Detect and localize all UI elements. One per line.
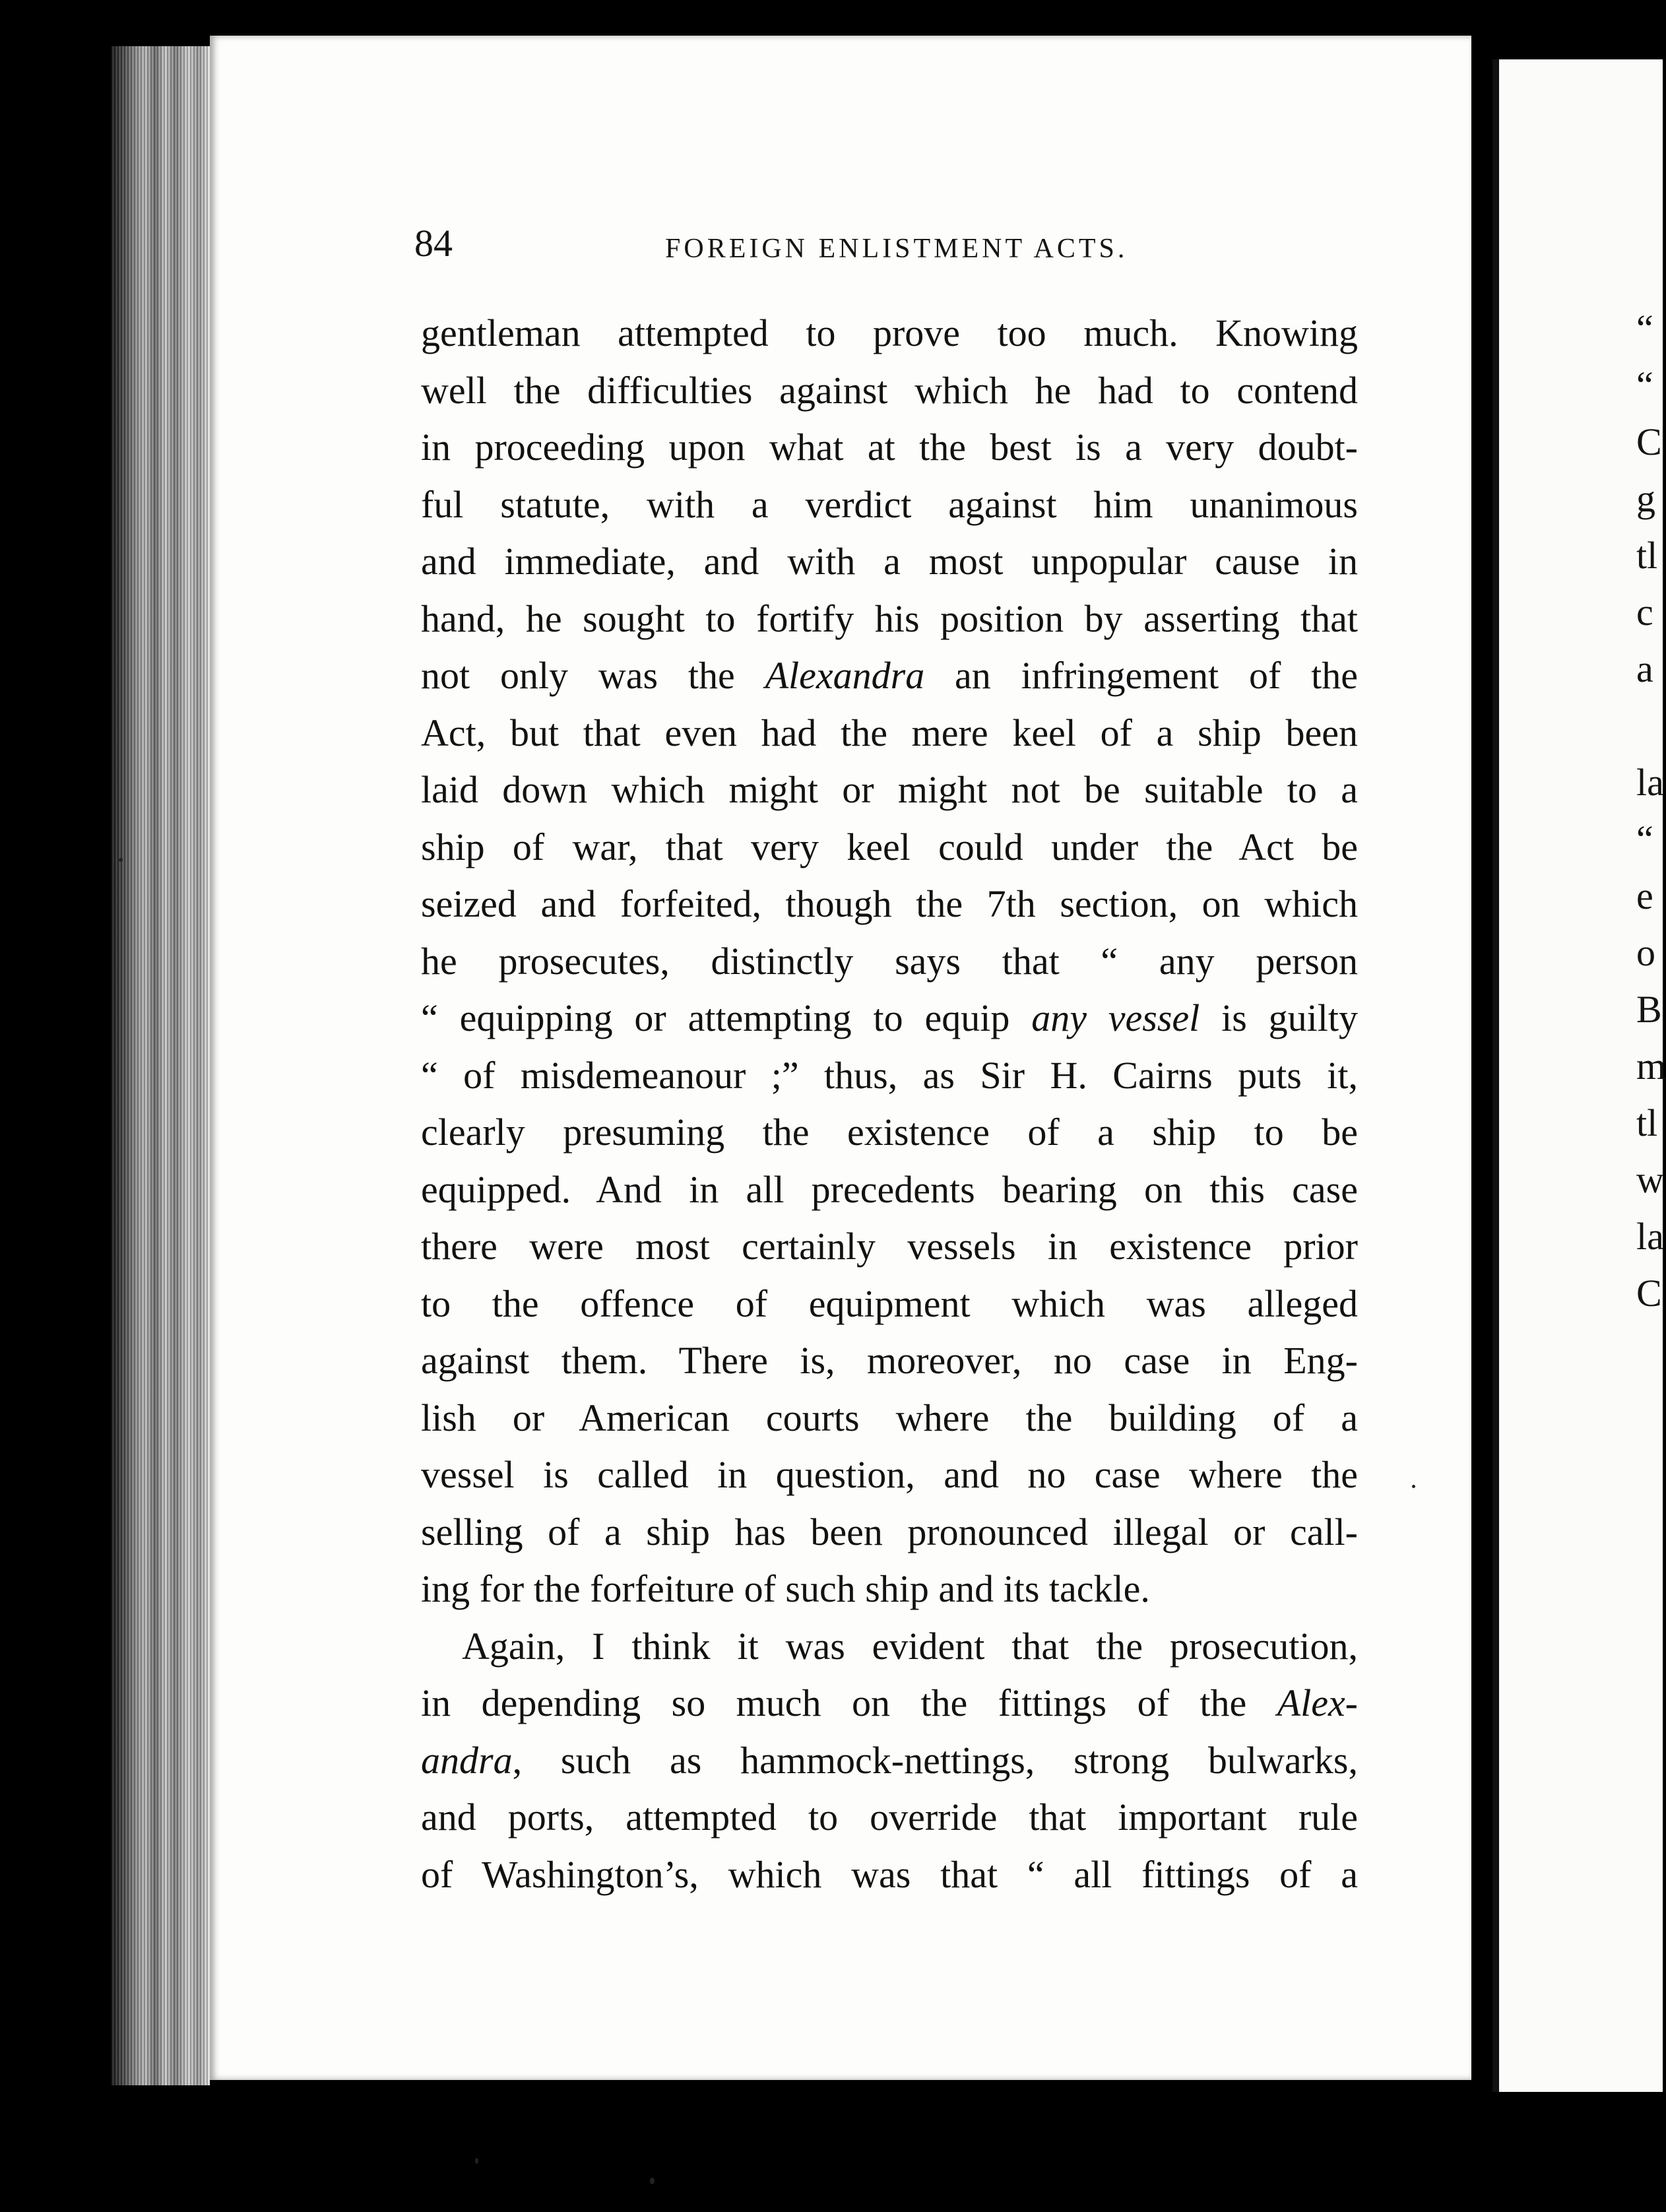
text-line [421,1332,1358,1390]
text-line [421,1846,1358,1904]
line-text: , such as hammock-nettings, strong bulwarks, [512,1738,1358,1782]
line-text: Act, but that even had the mere keel of a ship been [421,711,1358,754]
facing-page-fragment: la [1636,1215,1664,1258]
text-line [421,533,1358,591]
line-text: clearly presuming the existence of a ship to be [421,1111,1358,1154]
facing-page-fragment [1636,698,1663,754]
text-line [421,1789,1358,1846]
facing-page-fragment: c [1636,591,1653,634]
facing-page-fragment: g [1636,477,1655,520]
line-text: ship of war, that very keel could under the Act be [421,825,1358,868]
text-line [421,1276,1358,1333]
scan-speck [1412,1485,1415,1488]
text-line [421,1618,1358,1675]
line-text: is guilty [1200,996,1359,1039]
facing-page-fragment: tl [1636,1101,1658,1144]
line-text: lish or American courts where the building of a [421,1396,1358,1439]
text-line [421,1504,1358,1561]
line-text: an infringement of the [924,654,1358,697]
facing-page-fragment: e [1636,874,1653,917]
text-line [421,705,1358,762]
facing-page-fragment: la [1636,761,1664,804]
text-line [421,1390,1358,1447]
text-line [421,1104,1358,1161]
text-line [421,1218,1358,1276]
text-line [421,876,1358,933]
scan-speck [119,858,123,862]
line-text: vessel is called in question, and no case where the [421,1453,1358,1496]
line-text: in depending so much on the fittings of the [421,1681,1277,1724]
text-line [421,1732,1358,1790]
facing-page-fragment: a [1636,647,1653,690]
text-line [421,476,1358,534]
book-page-edges [111,46,210,2085]
italic-text: Alexandra [765,654,925,697]
italic-text: andra [421,1738,513,1782]
facing-page-fragment: m [1636,1045,1666,1088]
line-text: and immediate, and with a most unpopular cause in [421,540,1358,583]
facing-page-fragment: “ [1636,307,1653,350]
line-text: in proceeding upon what at the best is a very doubt- [421,426,1358,469]
line-text: against them. There is, moreover, no case in Eng- [421,1339,1358,1382]
text-line [421,1447,1358,1504]
line-text: ful statute, with a verdict against him unanimous [421,482,1358,526]
line-text: well the difficulties against which he had to contend [421,368,1358,412]
line-text: of Washington’s, which was that “ all fittings of a [421,1852,1358,1896]
text-line [421,762,1358,819]
text-line [421,419,1358,476]
italic-text: any vessel [1031,996,1200,1039]
facing-page-fragment: “ [1636,818,1653,861]
text-line [421,1161,1358,1219]
page-number: 84 [414,222,453,265]
line-text: he prosecutes, distinctly says that “ any person [421,939,1358,983]
line-text: not only was the [421,654,765,697]
body-text [421,305,1358,1903]
facing-page-fragment: B [1636,988,1662,1031]
scan-speck [475,2158,478,2164]
line-text: selling of a ship has been pronounced illegal or call- [421,1510,1358,1553]
facing-page-fragment: C [1636,1272,1662,1315]
text-line [421,819,1358,876]
facing-page-fragment: tl [1636,534,1658,577]
line-text: gentleman attempted to prove too much. Knowing [421,311,1358,354]
text-line [421,591,1358,648]
text-line [421,647,1358,705]
scan-speck [650,2178,655,2184]
text-line [421,933,1358,991]
italic-text: Alex- [1277,1681,1358,1724]
line-text: “ equipping or attempting to equip [421,996,1032,1039]
text-line [421,1561,1358,1618]
running-head: FOREIGN ENLISTMENT ACTS. [665,234,1128,264]
facing-page-fragment: “ [1636,364,1653,407]
facing-page-fragment: o [1636,931,1655,974]
page-header [414,221,1371,274]
text-line [421,1047,1358,1105]
line-text: Again, I think it was evident that the prosecution, [462,1624,1358,1668]
line-text: seized and forfeited, though the 7th section, on which [421,882,1358,925]
line-text: laid down which might or might not be suitable to a [421,768,1358,811]
line-text: “ of misdemeanour ;” thus, as Sir H. Cairns puts it, [421,1053,1358,1097]
line-text: to the offence of equipment which was alleged [421,1282,1358,1325]
line-text: there were most certainly vessels in existence prior [421,1225,1358,1268]
facing-page-fragments [1636,300,1666,1322]
line-text: equipped. And in all precedents bearing on this case [421,1167,1358,1211]
text-line [421,362,1358,420]
text-line [421,305,1358,362]
text-line [421,990,1358,1047]
line-text: ing for the forfeiture of such ship and its tackle. [421,1567,1150,1610]
text-line [421,1675,1358,1732]
facing-page-fragment: w [1636,1158,1664,1201]
line-text: and ports, attempted to override that important rule [421,1796,1358,1838]
line-text: hand, he sought to fortify his position by asserting that [421,597,1358,640]
facing-page-fragment: C [1636,420,1662,463]
